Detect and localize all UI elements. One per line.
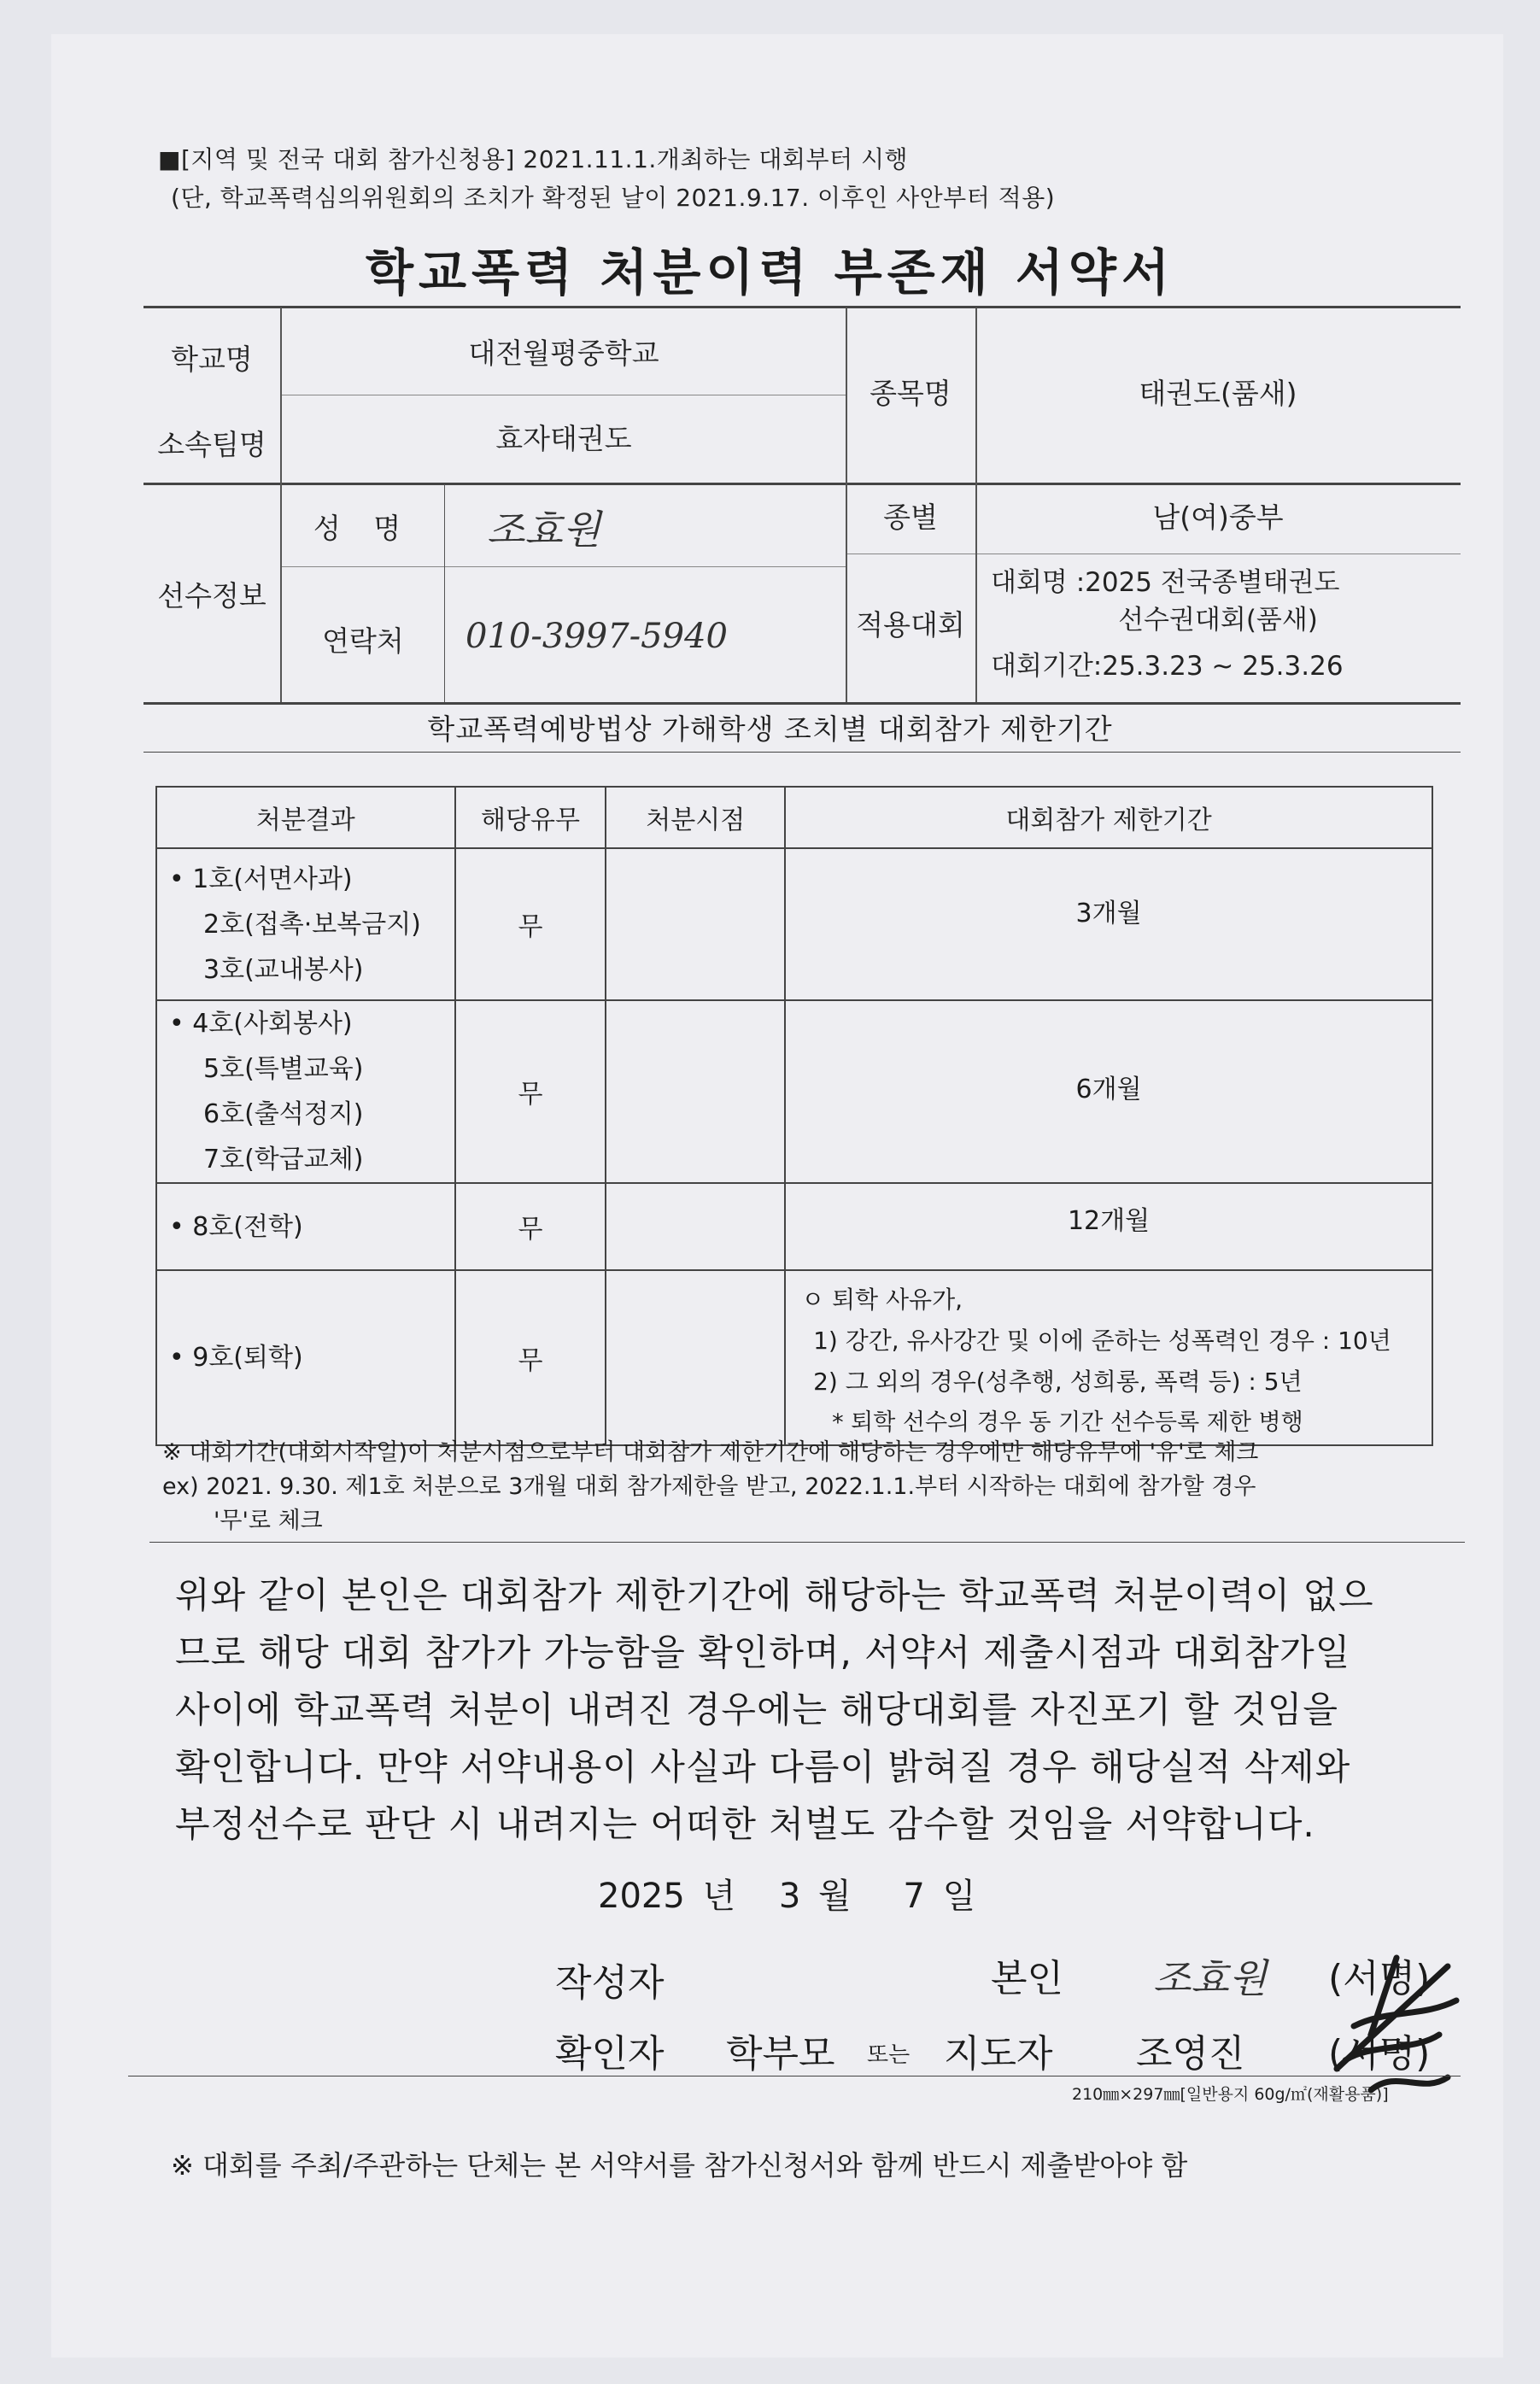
period-cell: [785, 1270, 1432, 1445]
self-signature-name: 조효원: [1153, 1955, 1268, 2001]
division-label: 종별: [883, 501, 938, 534]
school-label: 학교명: [171, 343, 253, 376]
measure-item: • 8호(전학): [169, 1211, 303, 1242]
measure-item: 2호(접촉·보복금지): [203, 909, 421, 940]
applied-competition-label: 적용대회: [856, 608, 965, 641]
date-cell: [606, 1183, 785, 1270]
info-column-line: [444, 484, 445, 702]
date-cell: [606, 1270, 785, 1445]
date-cell: [606, 1000, 785, 1183]
date-cell: [606, 848, 785, 1000]
period-line: 2) 그 외의 경우(성추행, 성희롱, 폭력 등) : 5년: [813, 1368, 1303, 1396]
date-month-unit: 월: [818, 1877, 852, 1916]
division-value: 남(여)중부: [1152, 501, 1284, 534]
notice-line-2: (단, 학교폭력심의위원회의 조치가 확정된 날이 2021.9.17. 이후인 사안부터 적용): [171, 184, 1056, 212]
table-header-row: [156, 787, 1432, 848]
team-value: 효자태권도: [495, 422, 632, 455]
competition-period: 대회기간:25.3.23 ~ 25.3.26: [991, 651, 1344, 682]
date-year-unit: 년: [702, 1877, 736, 1916]
document-title: 학교폭력 처분이력 부존재 서약서: [366, 243, 1174, 302]
applicable-cell: 무: [455, 1183, 606, 1270]
measure-item: • 9호(퇴학): [169, 1343, 303, 1373]
coach-name: 조영진: [1136, 2032, 1245, 2076]
competition-name: 대회명 :2025 전국종별태권도: [991, 567, 1340, 598]
info-divider: [143, 483, 1461, 485]
note-3: '무'로 체크: [214, 1508, 323, 1534]
contact-value: 010-3997-5940: [466, 617, 728, 656]
period-line: * 퇴학 선수의 경우 동 기간 선수등록 제한 병행: [832, 1409, 1303, 1436]
date-day-unit: 일: [942, 1877, 976, 1916]
table-row: [156, 1183, 1432, 1270]
paper-spec: 210㎜×297㎜[일반용지 60g/㎡(재활용품)]: [1072, 2085, 1389, 2104]
event-value: 태권도(품새): [1139, 377, 1297, 410]
pledge-paragraph: [175, 1567, 1431, 1853]
school-value: 대전월평중학교: [468, 337, 659, 370]
header-date: 처분시점: [606, 787, 785, 848]
sign-placeholder: (서명): [1328, 1957, 1431, 2000]
table-row: [156, 1000, 1432, 1183]
pledge-line: 확인합니다. 만약 서약내용이 사실과 다름이 밝혀질 경우 해당실적 삭제와: [175, 1746, 1351, 1788]
restriction-table: [155, 786, 1433, 1446]
pledge-line: 므로 해당 대회 참가가 가능함을 확인하며, 서약서 제출시점과 대회참가일: [175, 1631, 1351, 1673]
period-cell: 12개월: [785, 1183, 1432, 1270]
writer-label: 작성자: [555, 1961, 665, 2005]
applicable-cell: 무: [455, 1270, 606, 1445]
measures-cell: [156, 1270, 455, 1445]
or-label: 또는: [867, 2042, 911, 2068]
name-value: 조효원: [487, 507, 601, 553]
self-label: 본인: [991, 1957, 1064, 2000]
pledge-line: 부정선수로 판단 시 내려지는 어떠한 처벌도 감수할 것임을 서약합니다.: [175, 1803, 1315, 1845]
player-info-label: 선수정보: [157, 579, 266, 612]
note-1: ※ 대회기간(대회시작일)이 처분시점으로부터 대회참가 제한기간에 해당하는 경우에만 해당유무에 '유'로 체크: [162, 1439, 1259, 1466]
measures-cell: [156, 1183, 455, 1270]
date-day: 7: [903, 1877, 925, 1916]
period-cell: 6개월: [785, 1000, 1432, 1183]
measure-item: • 4호(사회봉사): [169, 1009, 353, 1039]
competition-name-cont: 선수권대회(품새): [1118, 605, 1318, 636]
header-applicable: 해당유무: [455, 787, 606, 848]
info-divider: [280, 566, 846, 567]
notes-divider: [149, 1542, 1465, 1543]
table-row: [156, 848, 1432, 1000]
measures-cell: [156, 1000, 455, 1183]
applicable-cell: 무: [455, 1000, 606, 1183]
period-line: ㅇ 퇴학 사유가,: [801, 1286, 963, 1314]
info-bottom-border: [143, 702, 1461, 705]
name-label: 성 명: [313, 512, 413, 545]
parent-label: 학부모: [726, 2032, 835, 2076]
sign-placeholder: (서명): [1328, 2032, 1431, 2076]
date-month: 3: [778, 1877, 801, 1916]
measure-item: • 1호(서면사과): [169, 864, 353, 894]
header-period: 대회참가 제한기간: [785, 787, 1432, 848]
measure-item: 7호(학급교체): [203, 1145, 364, 1174]
table-row: [156, 1270, 1432, 1445]
applicable-cell: 무: [455, 848, 606, 1000]
period-cell: 3개월: [785, 848, 1432, 1000]
pledge-line: 사이에 학교폭력 처분이 내려진 경우에는 해당대회를 자진포기 할 것임을: [175, 1689, 1338, 1731]
notice-line-1: ■[지역 및 전국 대회 참가신청용] 2021.11.1.개최하는 대회부터 시행: [158, 145, 909, 173]
pledge-date: [598, 1869, 975, 1918]
restriction-title: 학교폭력예방법상 가해학생 조치별 대회참가 제한기간: [427, 712, 1113, 746]
section-divider: [143, 752, 1461, 753]
date-year: 2025: [598, 1877, 685, 1916]
team-label: 소속팀명: [157, 428, 266, 461]
measure-item: 5호(특별교육): [203, 1054, 364, 1084]
footer-note: ※ 대회를 주최/주관하는 단체는 본 서약서를 참가신청서와 함께 반드시 제출받아야 함: [171, 2149, 1188, 2182]
contact-label: 연락처: [322, 624, 404, 658]
header-result: 처분결과: [156, 787, 455, 848]
handwritten-signature-icon: [1320, 1932, 1473, 2103]
event-label: 종목명: [870, 377, 952, 410]
measure-item: 6호(출석정지): [203, 1099, 364, 1129]
measure-item: 3호(교내봉사): [203, 954, 364, 985]
confirmer-label: 확인자: [555, 2032, 665, 2076]
period-line: 1) 강간, 유사강간 및 이에 준하는 성폭력인 경우 : 10년: [813, 1327, 1391, 1355]
pledge-line: 위와 같이 본인은 대회참가 제한기간에 해당하는 학교폭력 처분이력이 없으: [175, 1574, 1374, 1616]
note-2: ex) 2021. 9.30. 제1호 처분으로 3개월 대회 참가제한을 받고, 2022.1.1.부터 시작하는 대회에 참가할 경우: [162, 1473, 1256, 1500]
coach-label: 지도자: [944, 2032, 1053, 2076]
measures-cell: [156, 848, 455, 1000]
info-top-border: [143, 306, 1461, 308]
